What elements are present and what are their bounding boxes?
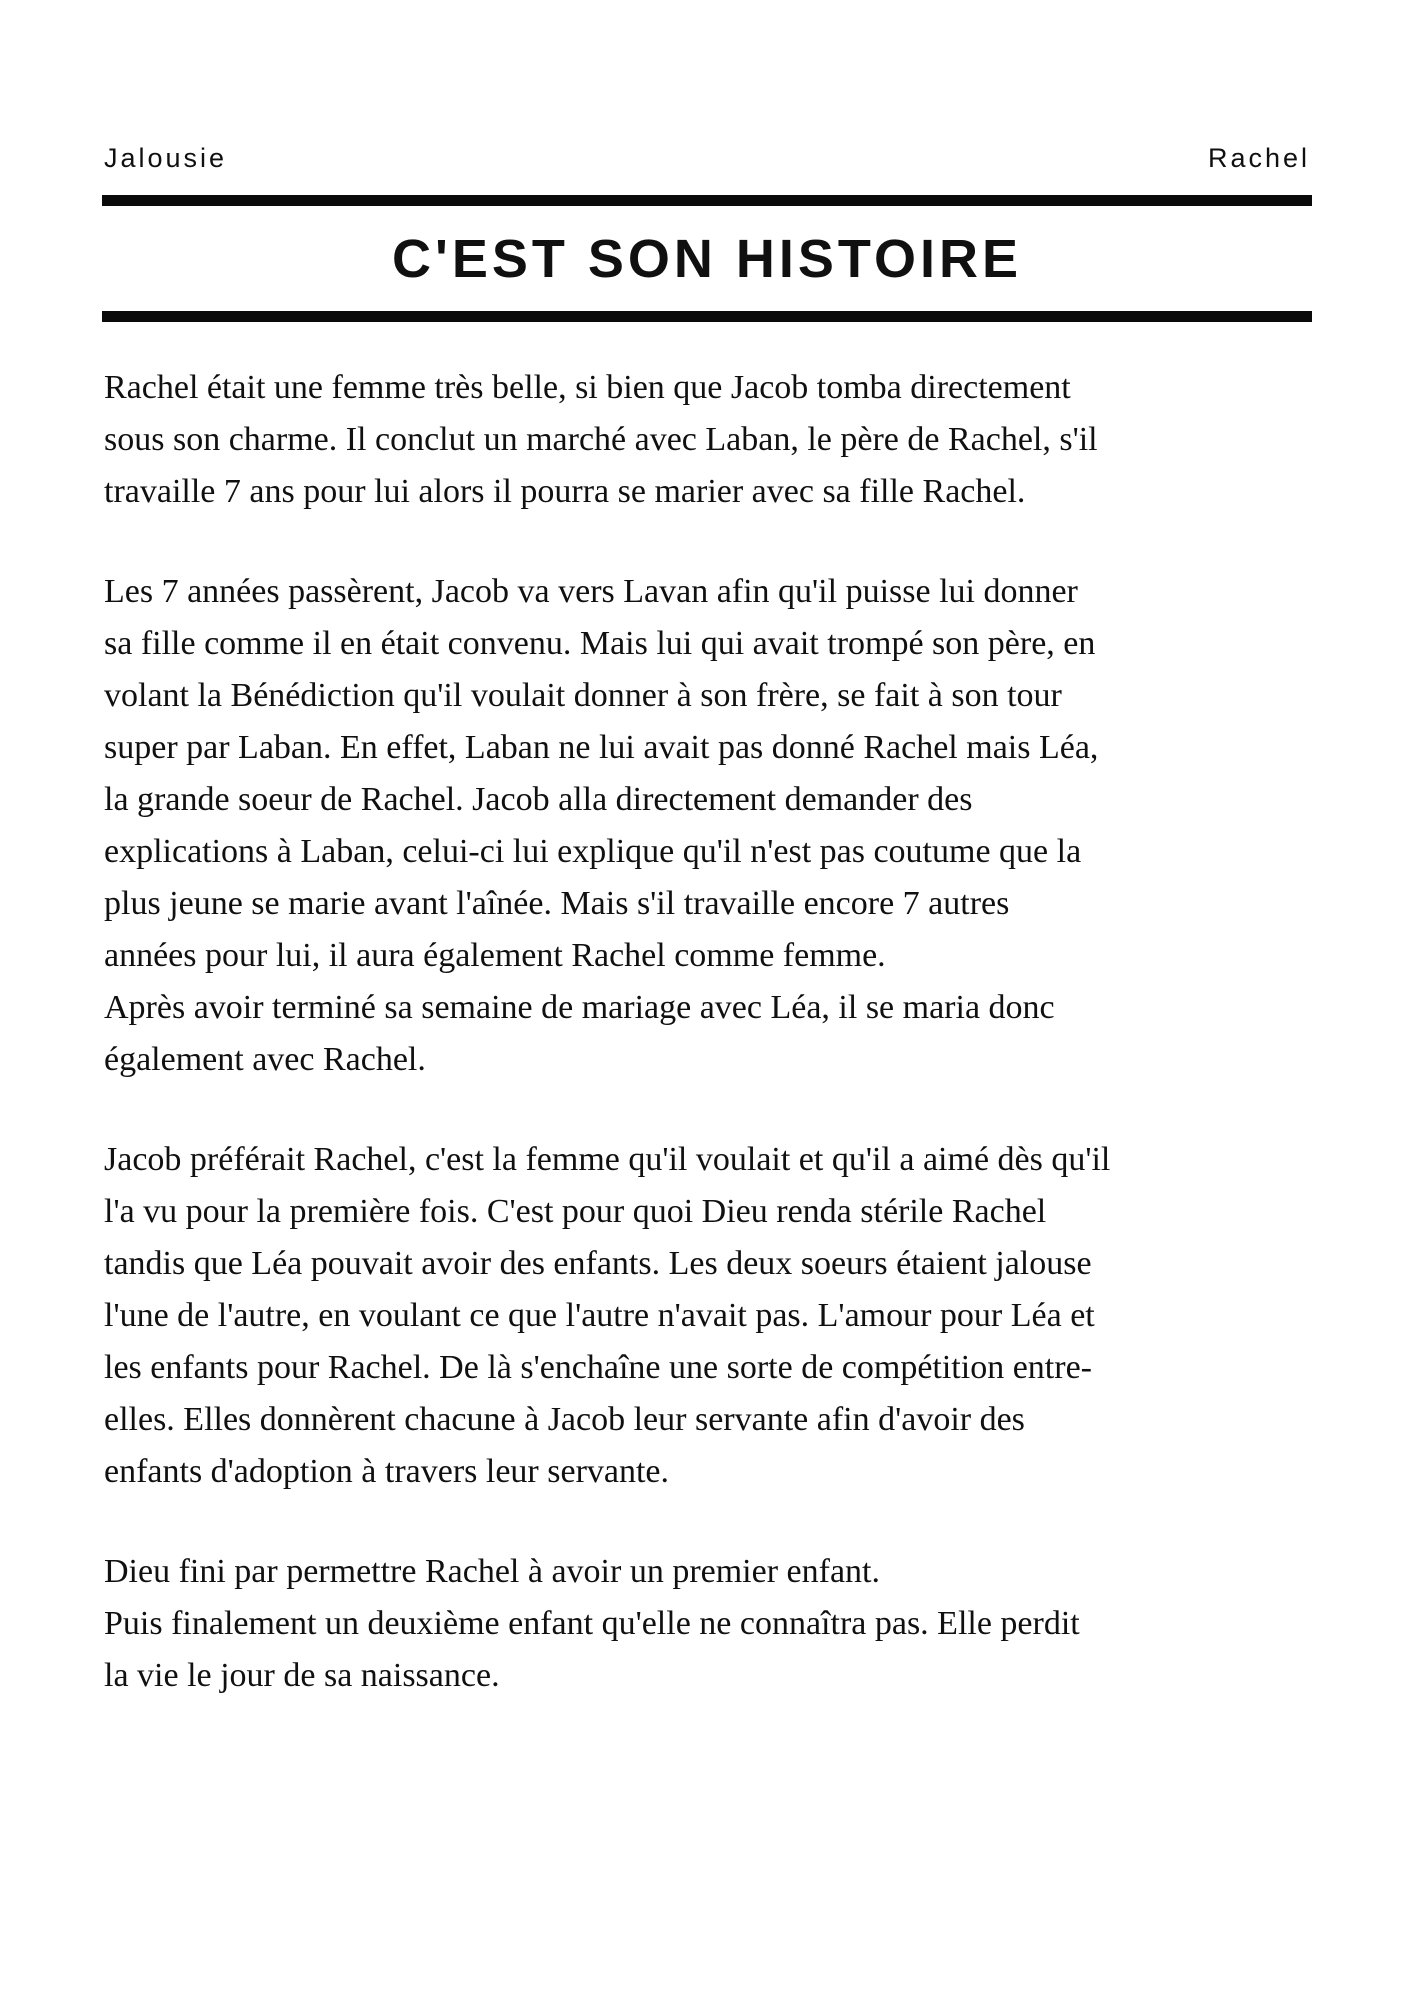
body-line: sous son charme. Il conclut un marché avec Laban, le père de Rachel, s'il	[104, 421, 1098, 458]
body-line: Après avoir terminé sa semaine de mariage avec Léa, il se maria donc	[104, 989, 1055, 1026]
body-line: Dieu fini par permettre Rachel à avoir un premier enfant.	[104, 1553, 880, 1590]
paragraph	[104, 566, 1314, 1086]
body-line: volant la Bénédiction qu'il voulait donner à son frère, se fait à son tour	[104, 677, 1062, 714]
body-line: super par Laban. En effet, Laban ne lui avait pas donné Rachel mais Léa,	[104, 729, 1099, 766]
body-line: la grande soeur de Rachel. Jacob alla directement demander des	[104, 781, 973, 818]
body-line: Jacob préférait Rachel, c'est la femme qu'il voulait et qu'il a aimé dès qu'il	[104, 1141, 1111, 1178]
paragraph	[104, 1546, 1314, 1702]
document-body	[104, 362, 1314, 1702]
header-left-label: Jalousie	[104, 143, 228, 173]
body-line: également avec Rachel.	[104, 1041, 426, 1078]
header-right-label: Rachel	[1207, 143, 1310, 173]
body-line: travaille 7 ans pour lui alors il pourra se marier avec sa fille Rachel.	[104, 473, 1026, 510]
body-line: Rachel était une femme très belle, si bien que Jacob tomba directement	[104, 369, 1071, 406]
body-line: enfants d'adoption à travers leur servante.	[104, 1453, 670, 1490]
divider-bottom	[102, 311, 1312, 322]
body-line: la vie le jour de sa naissance.	[104, 1657, 500, 1694]
body-line: tandis que Léa pouvait avoir des enfants. Les deux soeurs étaient jalouse	[104, 1245, 1092, 1282]
body-line: les enfants pour Rachel. De là s'enchaîne une sorte de compétition entre-	[104, 1349, 1092, 1386]
body-line: l'une de l'autre, en voulant ce que l'autre n'avait pas. L'amour pour Léa et	[104, 1297, 1095, 1334]
body-line: sa fille comme il en était convenu. Mais lui qui avait trompé son père, en	[104, 625, 1096, 662]
divider-top	[102, 195, 1312, 206]
body-line: années pour lui, il aura également Rachel comme femme.	[104, 937, 886, 974]
paragraph	[104, 362, 1314, 518]
body-line: elles. Elles donnèrent chacune à Jacob leur servante afin d'avoir des	[104, 1401, 1025, 1438]
body-line: plus jeune se marie avant l'aînée. Mais s'il travaille encore 7 autres	[104, 885, 1010, 922]
body-line: Puis finalement un deuxième enfant qu'elle ne connaîtra pas. Elle perdit	[104, 1605, 1080, 1642]
body-line: Les 7 années passèrent, Jacob va vers Lavan afin qu'il puisse lui donner	[104, 573, 1078, 610]
body-line: explications à Laban, celui-ci lui explique qu'il n'est pas coutume que la	[104, 833, 1082, 870]
page-title: C'EST SON HISTOIRE	[392, 229, 1022, 289]
body-line: l'a vu pour la première fois. C'est pour quoi Dieu renda stérile Rachel	[104, 1193, 1047, 1230]
paragraph	[104, 1134, 1314, 1498]
